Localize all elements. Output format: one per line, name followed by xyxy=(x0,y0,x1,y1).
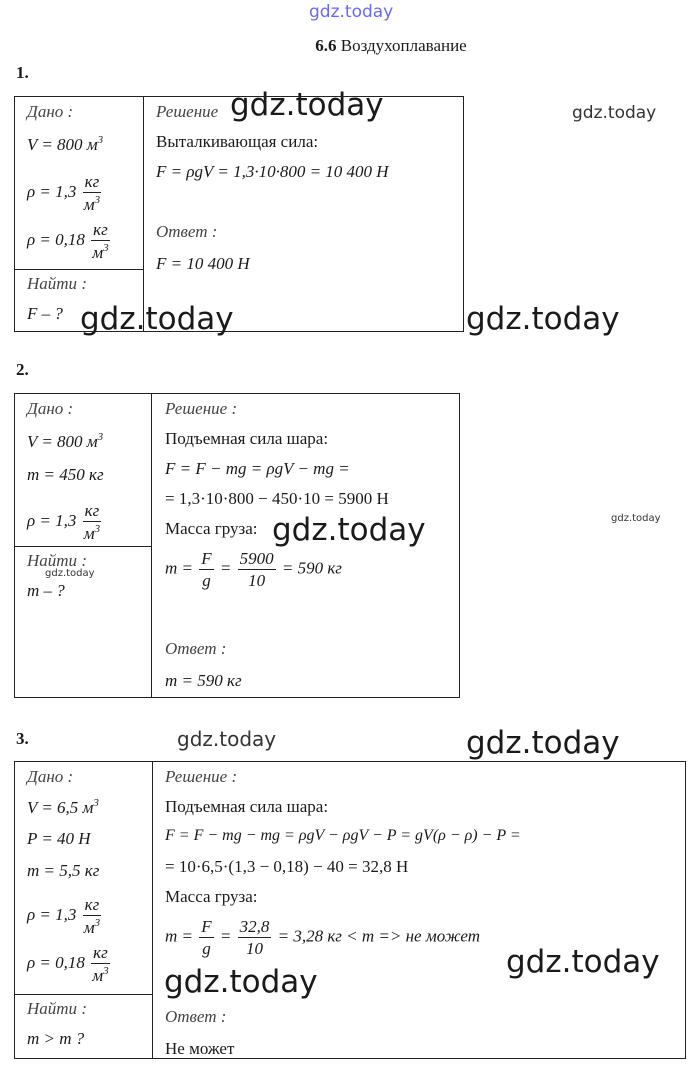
watermark: gdz.today xyxy=(80,301,234,337)
given-volume: V = 800 $м^3$ xyxy=(27,431,104,451)
given-mass-shell: m = 450 кг xyxy=(27,465,104,484)
solution-text: Масса груза: xyxy=(165,887,258,906)
given-volume: V = 800 $м^3$ xyxy=(27,134,104,154)
find-heading: Найти : xyxy=(27,999,87,1018)
watermark: gdz.today xyxy=(164,964,318,1000)
given-density-air: ρ = 1,3 $\frac{кг}{м^3}$ xyxy=(27,172,101,214)
section-name: Воздухоплавание xyxy=(340,36,467,55)
solution-text: Подъемная сила шара: xyxy=(165,797,329,816)
solution-heading: Решение : xyxy=(165,399,238,418)
solution-formula: = 1,3·10·800 − 450·10 = 5900 Н xyxy=(165,489,389,508)
answer-value: F = 10 400 Н xyxy=(156,254,250,273)
find-value: m – ? xyxy=(27,581,65,600)
solution-mass-formula: m = $\frac{F}{g}$ = $\frac{32,8}{10}$ = 3,28 кг < m => не может xyxy=(165,917,480,958)
solution-formula: F = ρgV = 1,3·10·800 = 10 400 Н xyxy=(156,162,389,181)
given-heading: Дано : xyxy=(27,102,74,121)
solution-mass-formula: m = $\frac{F}{g}$ = $\frac{5900}{10}$ = 590 кг xyxy=(165,549,342,590)
answer-heading: Ответ : xyxy=(165,1007,227,1026)
given-heading: Дано : xyxy=(27,767,74,786)
section-title xyxy=(0,36,700,56)
watermark: gdz.today xyxy=(45,568,95,579)
solution-text: Масса груза: xyxy=(165,519,258,538)
section-number: 6.6 xyxy=(315,36,337,55)
watermark: gdz.today xyxy=(572,103,657,123)
find-value: m > m ? xyxy=(27,1029,85,1048)
find-heading: Найти : xyxy=(27,274,87,293)
problem-number: 1. xyxy=(16,63,29,82)
problem-number: 2. xyxy=(16,360,29,379)
problem-2-box xyxy=(14,393,460,698)
answer-value: Не может xyxy=(165,1039,235,1058)
watermark: gdz.today xyxy=(466,725,620,761)
watermark: gdz.today xyxy=(506,944,660,980)
answer-heading: Ответ : xyxy=(165,639,227,658)
watermark: gdz.today xyxy=(272,512,426,548)
watermark: gdz.today xyxy=(177,727,277,751)
solution-formula: F = F − mg = ρgV − mg = xyxy=(165,459,350,478)
find-value: F – ? xyxy=(27,304,63,323)
watermark: gdz.today xyxy=(309,2,394,22)
solution-formula: F = F − mg − mg = ρgV − ρgV − P = gV(ρ − ρ) − P = xyxy=(165,827,521,844)
watermark: gdz.today xyxy=(230,87,384,123)
problem-number: 3. xyxy=(16,729,29,748)
given-density-gas: ρ = 0,18 $\frac{кг}{м^3}$ xyxy=(27,220,109,262)
answer-value: m = 590 кг xyxy=(165,671,242,690)
find-heading: Найти : xyxy=(27,551,87,570)
given-weight: P = 40 Н xyxy=(27,829,91,848)
solution-formula: = 10·6,5·(1,3 − 0,18) − 40 = 32,8 Н xyxy=(165,857,409,876)
solution-text: Выталкивающая сила: xyxy=(156,132,319,151)
solution-heading: Решение xyxy=(156,102,219,121)
given-mass: m = 5,5 кг xyxy=(27,861,100,880)
given-volume: V = 6,5 $м^3$ xyxy=(27,797,99,817)
answer-heading: Ответ : xyxy=(156,222,218,241)
given-density-air: ρ = 1,3 $\frac{кг}{м^3}$ xyxy=(27,895,101,937)
given-heading: Дано : xyxy=(27,399,74,418)
watermark: gdz.today xyxy=(611,513,661,524)
problem-1-box xyxy=(14,96,464,332)
watermark: gdz.today xyxy=(466,301,620,337)
given-density-air: ρ = 1,3 $\frac{кг}{м^3}$ xyxy=(27,501,101,543)
solution-heading: Решение : xyxy=(165,767,238,786)
given-density-gas: ρ = 0,18 $\frac{кг}{м^3}$ xyxy=(27,943,109,985)
problem-3-box xyxy=(14,761,686,1059)
solution-text: Подъемная сила шара: xyxy=(165,429,329,448)
